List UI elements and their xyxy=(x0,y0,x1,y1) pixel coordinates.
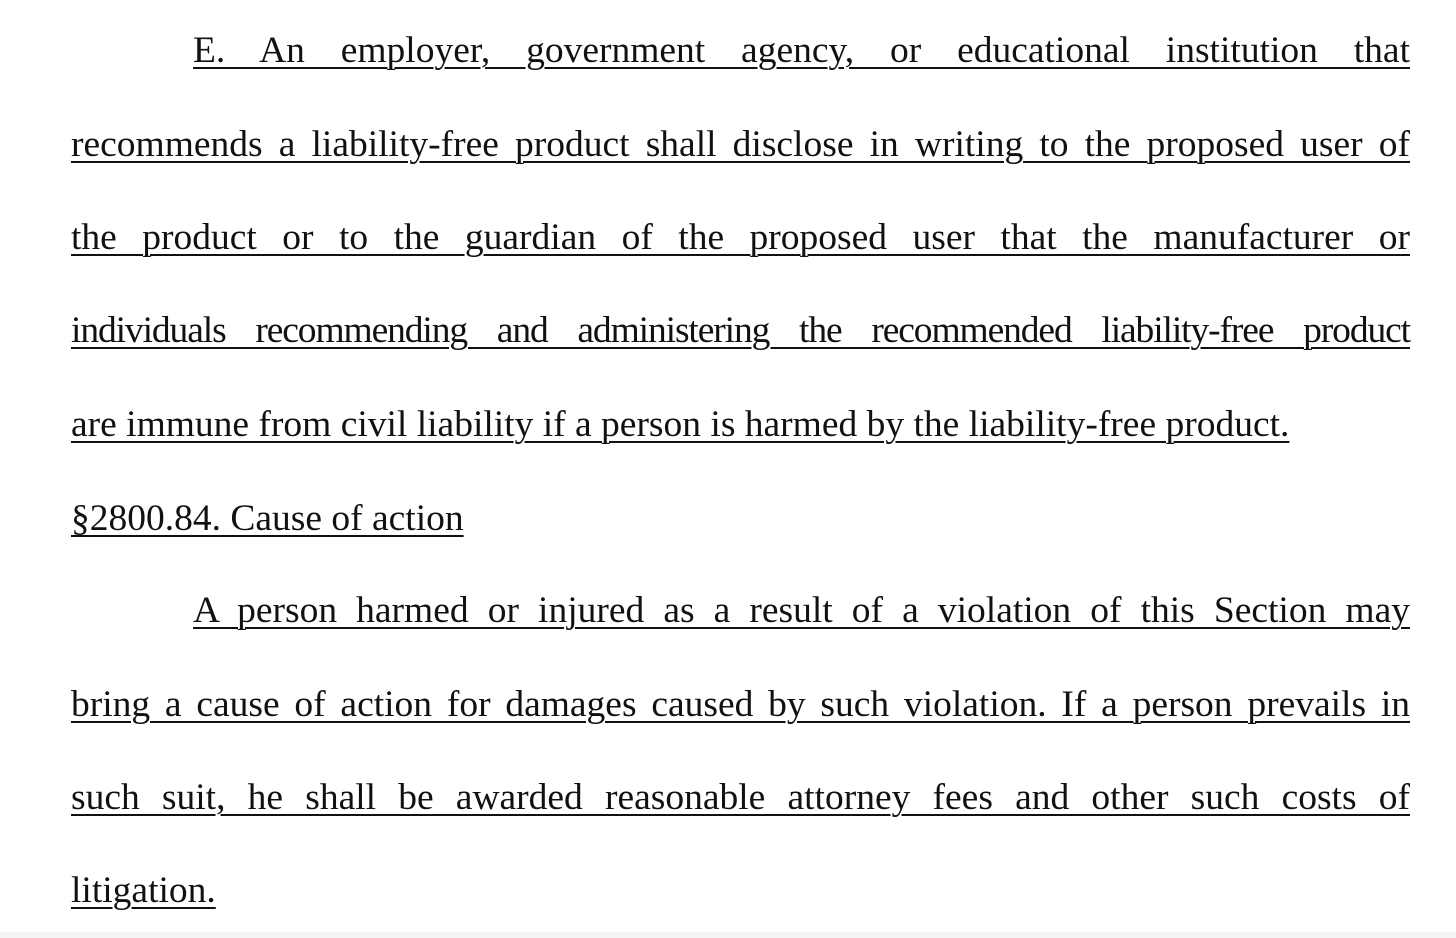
paragraph-e-line-4: individuals recommending and administering the recommended liability-free product xyxy=(71,310,1410,351)
paragraph-e-line-2: recommends a liability-free product shall disclose in writing to the proposed user of xyxy=(71,124,1410,165)
paragraph-e-line-5: are immune from civil liability if a person is harmed by the liability-free product. xyxy=(71,404,1290,445)
section-heading: §2800.84. Cause of action xyxy=(71,498,464,539)
paragraph-cause-line-4: litigation. xyxy=(71,870,216,911)
paragraph-cause-line-1: A person harmed or injured as a result of a violation of this Section may xyxy=(193,590,1410,631)
paragraph-e-line-3: the product or to the guardian of the proposed user that the manufacturer or xyxy=(71,217,1410,258)
paragraph-e-line-1: E. An employer, government agency, or educational institution that xyxy=(193,30,1410,71)
page-bottom-edge xyxy=(0,932,1456,938)
paragraph-cause-line-3: such suit, he shall be awarded reasonable attorney fees and other such costs of xyxy=(71,777,1410,818)
paragraph-cause-line-2: bring a cause of action for damages caused by such violation. If a person prevails in xyxy=(71,684,1410,725)
